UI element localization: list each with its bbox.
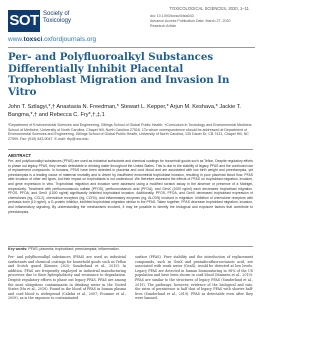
abstract-section (8, 149, 253, 247)
abstract-heading: ABSTRACT (8, 153, 32, 158)
advance-access-date: Advance Access Publication Date: March 27, 2020 (150, 19, 231, 23)
doi-block (150, 14, 250, 29)
journal-citation: TOXICOLOGICAL SCIENCES, 2020, 1–11 (169, 6, 249, 11)
journal-header (8, 6, 255, 46)
society-line2: Toxicology (43, 18, 72, 24)
article-title: Per- and Polyfluoroalkyl Substances Differentially Inhibit Placental Trophoblast Migration and Invasion In Vitro (8, 51, 230, 98)
doi[interactable]: doi: 10.1093/toxsci/kfaa043 (150, 14, 194, 18)
journal-url[interactable] (8, 36, 96, 43)
body-column-right: surface (PFAS). Pure stability and the introduction of replacement compounds, such as GenX and pentadecafluorooctanoic acid, are associated with weak water (GenX), would be detected at low levels. Legacy PFAS are detected in human biomonitoring in 98% of the US population and have been shown in cord blood (Mamsen et al., 2019). PFAS are similar to the structures of legacy PFAS (Sunderland et al., 2019). The pathways, however, evidence of the biological and rats, the rates of persistence is half that of legacy PFAS with shorter half-lives (Sunderland et al., 2019). PFAS as detectable even after they were banned. (135, 255, 253, 301)
url-prefix: www. (8, 36, 24, 43)
sot-logo: SOT (8, 10, 40, 32)
keywords-label: Key words: (8, 247, 28, 251)
author-list: John T. Szilagyi,*,† Anastasia N. Freedman,* Stewart L. Kepper,* Arjun M. Keshava,* Jackie T. Bangma,*,† and Rebecca C. Fry*,†,‡,1 (8, 104, 241, 118)
article-type: Research Article (150, 24, 177, 28)
keywords-list: PFAS; placenta; trophoblast; preeclampsia; inflammation. (28, 247, 120, 251)
abstract-text: Per- and polyfluoroalkyl substances (PFAS) are used as industrial surfactants and chemical coatings for household goods such as Teflon. Despite regulatory efforts to phase out legacy PFAS, they remain detectable in drinking water throughout the United States. This is due to the stability of legacy PFAS and the continued use of replacement compounds. In humans, PFAS have been detected in placenta and cord blood and are associated with low birth weight and preeclampsia, yet preeclampsia is a leading cause of maternal mortality and is driven by insufficient endometrial trophoblast invasion, resulting in poor placental blood flow. PFAS alter invasion of other cell types, but their impact on trophoblasts is not understood. We therefore assessed the effects of PFAS on trophoblast migration, invasion, and gene expression in vitro. Trophoblast migration and invasion were assessed using a modified scratch assay in the absence or presence of a Matrigel, respectively. Treatment with perfluorooctanoic sulfate (PFOS), perfluorooctanoic acid (PFOA), and GenX (1000 ng/ml) each decreased trophoblast migration. PFOS, PFOA, and GenX (1000 ng/ml) significantly inhibited trophoblast invasion. Additionally, PFOS, PFOA, and GenX decreased trophoblast expression of chemokines (eg, CCL2), chemokine receptors (eg, CCR4), and inflammatory enzymes (eg, ALOX5) involved in migration. Inhibition of chemokine receptors with pertussis toxin (10 ng/ml), a G-protein inhibitor, inhibited trophoblast migration similar to the PFAS. Taken together, PFAS decrease trophoblast migration, invasion, and inflammatory signaling. By understanding the mechanisms involved, it may be possible to identify the biological and exposure factors that contribute to preeclampsia. (8, 159, 253, 214)
body-column-left: Per- and polyfluoroalkyl substances (PFAS) are used as industrial surfactants and chemical coatings for household goods such as Teflon and Scotch guard (Kenner, 2020; Sunderland et al., 2019). In addition, PFAS are frequently employed in industrial manufacturing processes due to their hydrophobicity and resistance to degradation. Despite regulatory efforts to phase out legacy PFAS, PFAS are among the most ubiquitous contaminants in drinking water in the United States (Hu et al., 2016). Found in the blood of PFAS in human plasma and cord blood is widespread (Calafat et al., 2007; Fromme et al., 2009), as is the exposure to contaminated (8, 255, 126, 301)
affiliations: *Department of Environmental Sciences and Engineering, Gillings School of Global Public Health; †Curriculum in Toxicology and Environmental Medicine, School of Medicine, University of North Carolina, Chapel Hill, North Carolina 27516. 1To whom correspondence should be addressed at Department of Environmental Sciences and Engineering, Gillings School of Global Public Health, University of North Carolina, 135 Dauer Dr, CB 7431, Chapel Hill, NC 27599. Fax: (919) 843-9047. E-mail: rfry@unc.edu. (8, 123, 253, 141)
society-name (43, 11, 71, 25)
url-domain: toxsci (23, 36, 43, 43)
keywords (8, 247, 120, 251)
society-line1: Society of (43, 11, 70, 17)
header-divider (8, 47, 255, 48)
url-suffix: .oxfordjournals.org (42, 36, 97, 43)
